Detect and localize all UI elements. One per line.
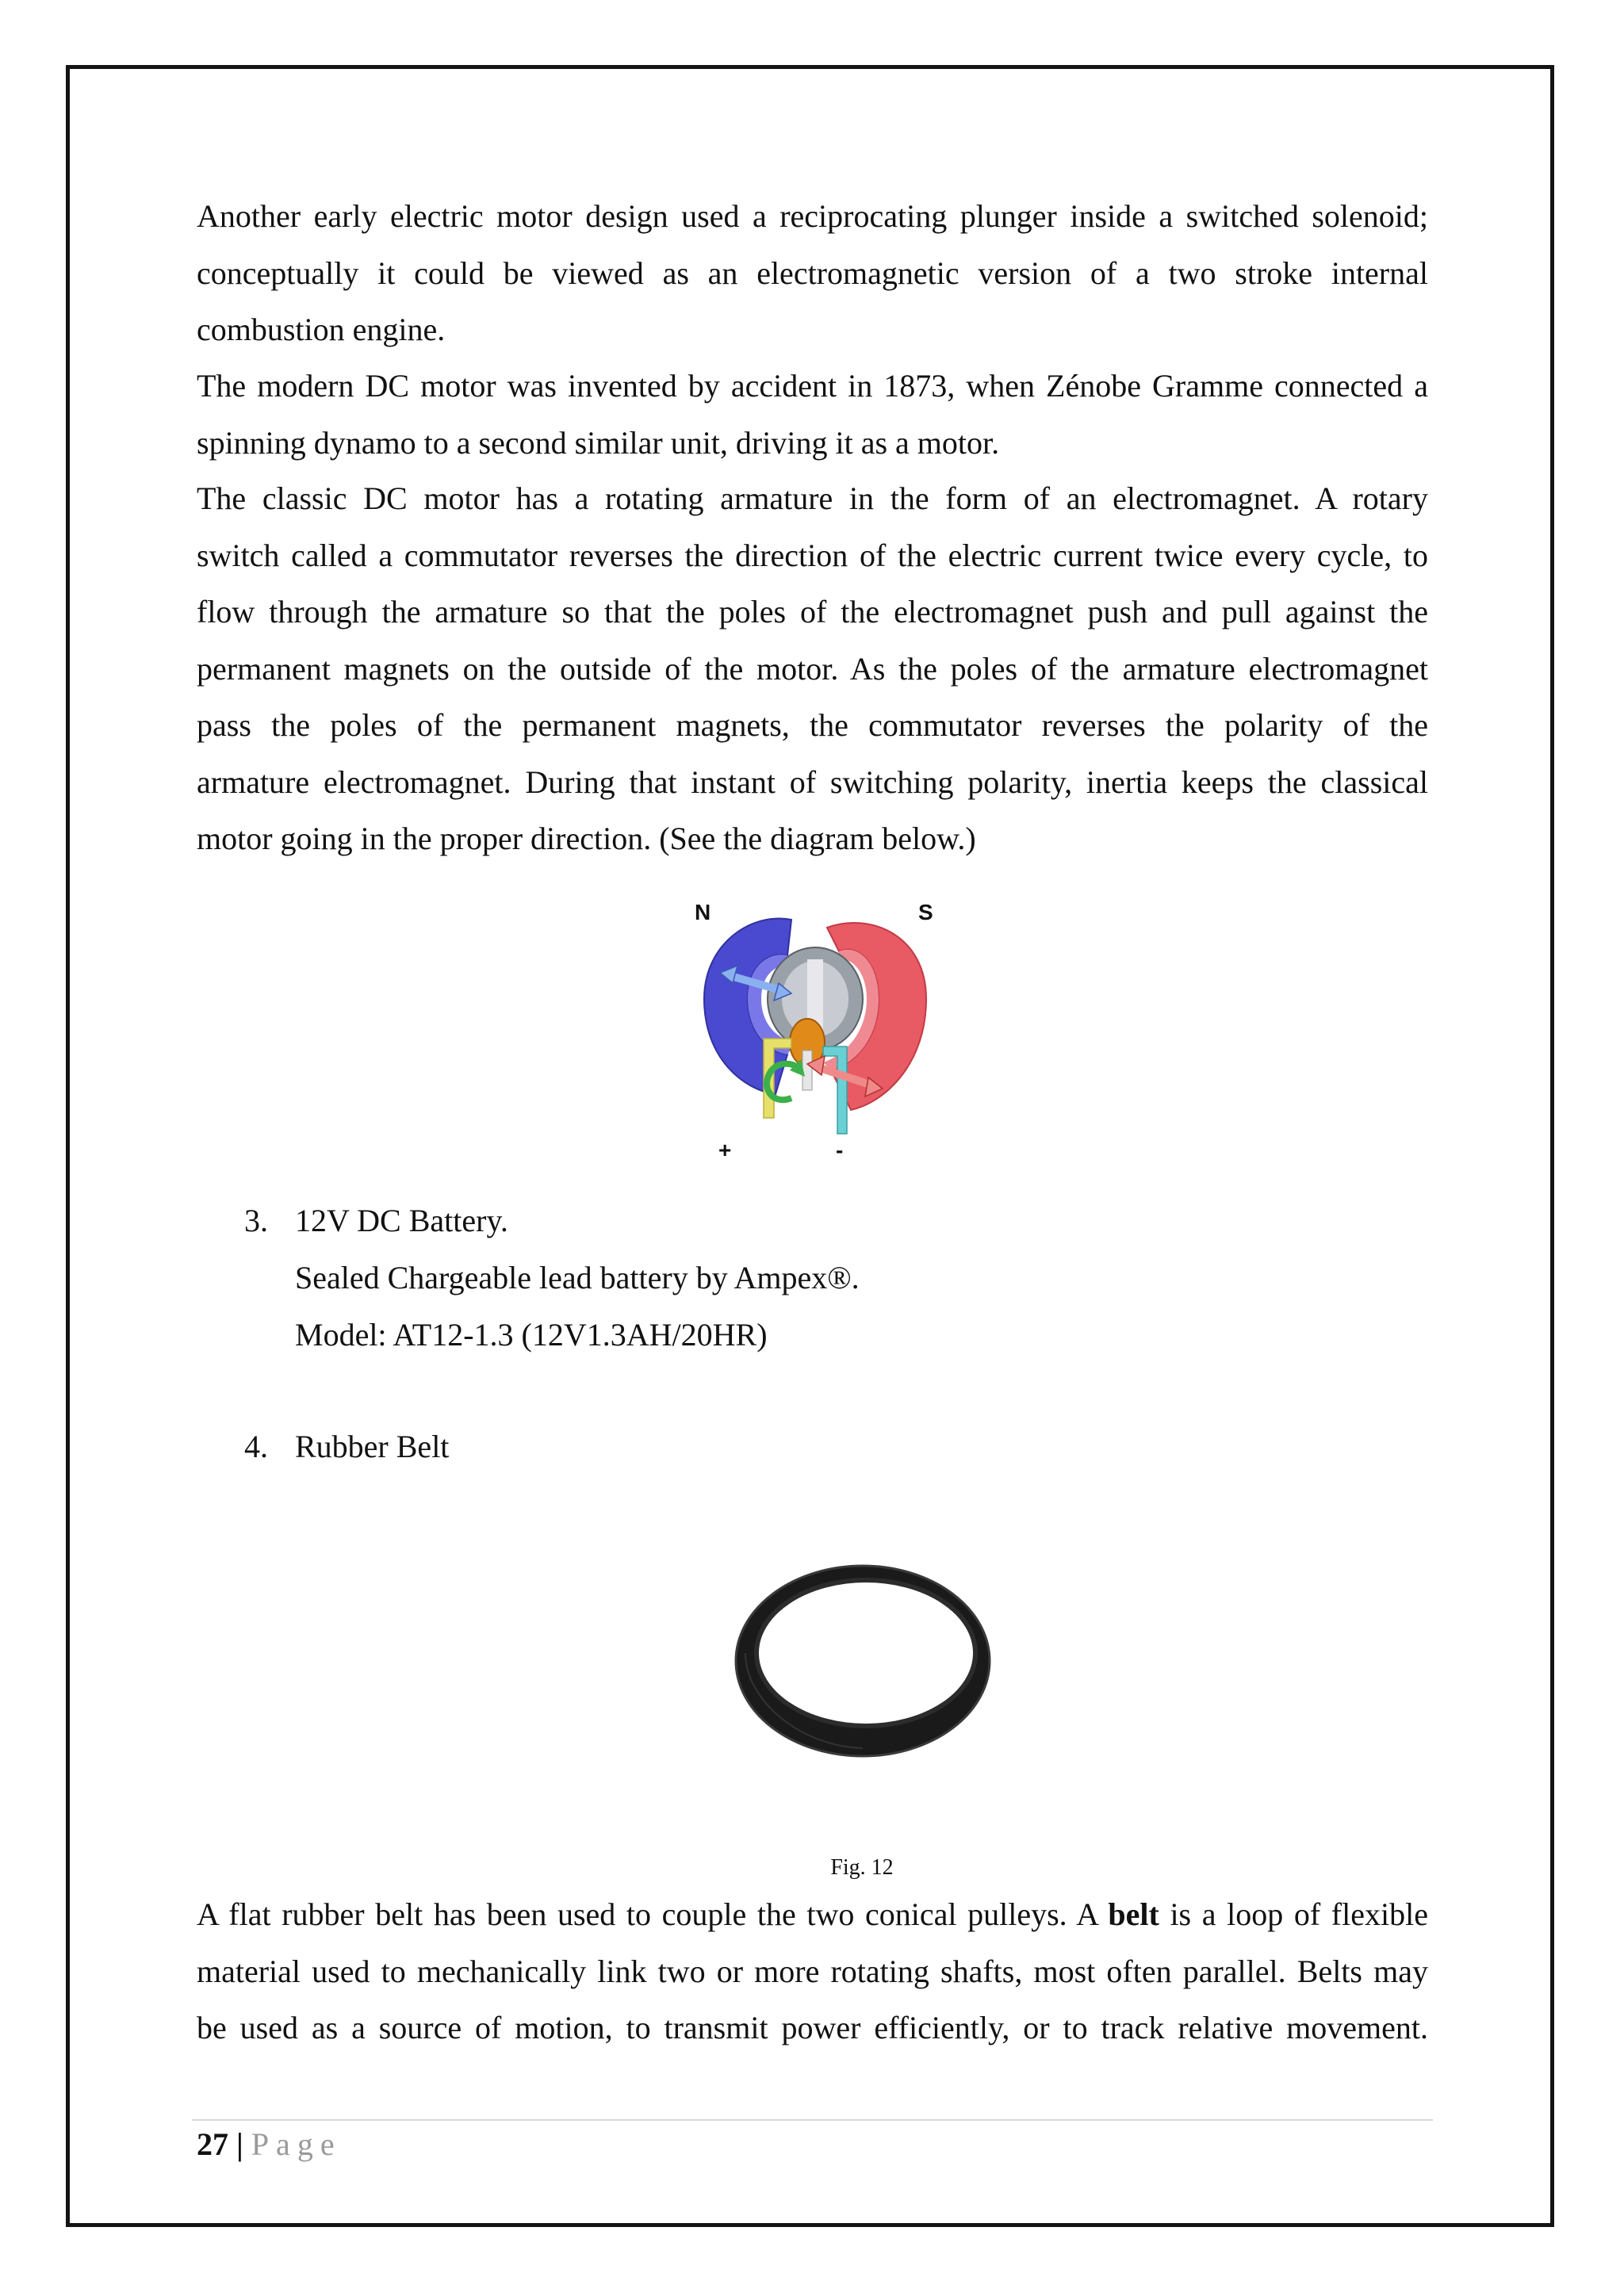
battery-description: Sealed Chargeable lead battery by Ampex®. bbox=[295, 1260, 860, 1295]
classic-motor-paragraph bbox=[197, 470, 1428, 867]
text-line: motor going in the proper direction. (See the diagram below.) bbox=[197, 821, 976, 856]
dc-motor-diagram bbox=[688, 880, 942, 1165]
footer-separator: | bbox=[236, 2126, 243, 2162]
minus-label: - bbox=[836, 1138, 844, 1162]
list-title: Rubber Belt bbox=[295, 1429, 450, 1464]
page-footer bbox=[197, 2121, 342, 2168]
text-line: permanent magnets on the outside of the motor. As the poles of the armature electromagnet bbox=[197, 650, 1428, 687]
text-line bbox=[197, 1886, 1428, 1943]
plus-label: + bbox=[718, 1138, 732, 1162]
footer-divider bbox=[192, 2119, 1433, 2121]
list-item-battery bbox=[244, 1192, 508, 1249]
text-line: be used as a source of motion, to transmit power efficiently, or to track relative movement. bbox=[197, 2010, 1428, 2045]
belt-paragraph bbox=[197, 1886, 1428, 2057]
gramme-paragraph bbox=[197, 358, 1428, 471]
battery-model: Model: AT12-1.3 (12V1.3AH/20HR) bbox=[295, 1317, 768, 1353]
text-line: material used to mechanically link two or more rotating shafts, most often parallel. Belts may bbox=[197, 1953, 1428, 1989]
text-line: The classic DC motor has a rotating armature in the form of an electromagnet. A rotary bbox=[197, 480, 1428, 516]
text-line: flow through the armature so that the poles of the electromagnet push and pull against the bbox=[197, 594, 1428, 629]
text-line: armature electromagnet. During that instant of switching polarity, inertia keeps the classical bbox=[197, 763, 1428, 800]
rubber-belt-image bbox=[714, 1534, 999, 1772]
text-line: combustion engine. bbox=[197, 312, 446, 347]
figure-caption: Fig. 12 bbox=[830, 1855, 894, 1880]
page-number: 27 bbox=[197, 2126, 228, 2162]
page-label: Page bbox=[251, 2126, 342, 2162]
bold-term: belt bbox=[1108, 1896, 1159, 1932]
text-line: spinning dynamo to a second similar unit, driving it as a motor. bbox=[197, 424, 1000, 461]
north-label: N bbox=[695, 900, 711, 924]
intro-paragraph bbox=[197, 188, 1428, 358]
list-item-belt bbox=[244, 1418, 449, 1475]
text-run: A flat rubber belt has been used to couple the two conical pulleys. A bbox=[197, 1896, 1109, 1932]
text-line: switch called a commutator reverses the direction of the electric current twice every cycle, to bbox=[197, 537, 1428, 573]
text-run: is a loop of flexible bbox=[1159, 1896, 1428, 1932]
text-line: pass the poles of the permanent magnets, the commutator reverses the polarity of the bbox=[197, 707, 1428, 743]
text-line: conceptually it could be viewed as an electromagnetic version of a two stroke internal bbox=[197, 254, 1428, 291]
list-title: 12V DC Battery. bbox=[295, 1203, 508, 1238]
text-line: The modern DC motor was invented by accident in 1873, when Zénobe Gramme connected a bbox=[197, 368, 1428, 404]
south-label: S bbox=[918, 900, 933, 924]
text-line: Another early electric motor design used a reciprocating plunger inside a switched solenoid; bbox=[197, 198, 1428, 234]
list-number: 4. bbox=[244, 1429, 268, 1464]
list-number: 3. bbox=[244, 1203, 268, 1238]
